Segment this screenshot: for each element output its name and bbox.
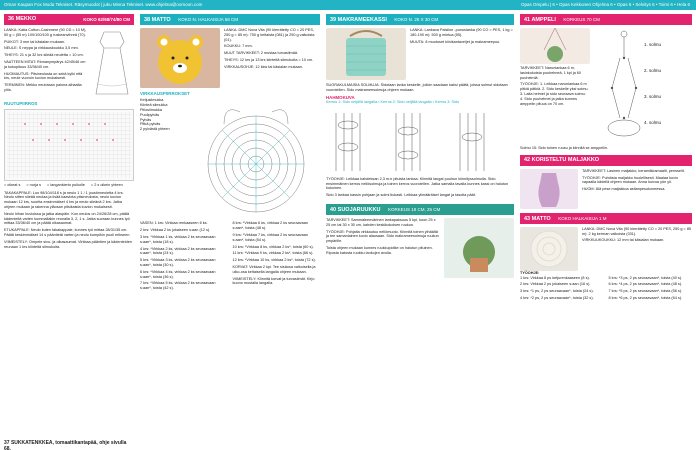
section-40-header [326,204,514,215]
s36-puikot: PUIKOT: 3 mm tai käsialan mukaan. [4,39,65,44]
s38-rows [140,221,320,291]
s36-neule: NEULE: S neppa ja virkkauskoukku 3,5 mm. [4,46,79,51]
legend-item: Ketjusilmukka [140,98,164,103]
top-bar [0,0,696,10]
s36-tiheys: TIHEYS: 21 s ja 32 krs sileää neuletta = 10 cm. [4,53,84,58]
s39-para2: Sido 3 lankaa kassin pohjaan ja solmi tiukasti. Leikkaa ylimääräiset langat ja tasoita päät. [326,193,476,198]
row-instruction: 8 krs: *Virkkaa 6 ks, virkkaa 2 ks seuraavaan s:aan*, toista (48 s). [232,221,308,231]
s42-note: HUOM: Älä pese maljakkoa astianpesukoneessa. [582,187,666,192]
legend-item: = 2 s oikein yhteen [90,182,123,187]
row-instruction: 5 krs: *Virkkaa 3 ks, virkkaa 2 ks seuraavaan s:aan*, toista (30 s). [140,258,216,267]
section-41 [520,14,692,303]
section-42-header [520,155,692,166]
section-41-title: 41 AMPPELI [524,17,556,23]
row-instruction: 8 krs: *6 ps, 2 ps seuraavaan*, toista (64 s). [608,295,683,300]
row-instruction: 2 krs: Virkkaa 2 ps jokaiseen s:aan (16 s). [520,282,591,287]
row-instruction: 7 krs: *Virkkaa 5 ks, virkkaa 2 ks seuraavaan s:aan*, toista (42 s). [140,281,216,291]
section-41-header [520,14,692,25]
section-36-header [4,14,134,25]
row-instruction: 5 krs: *3 ps, 2 ps seuraavaan*, toista (40 s). [608,275,683,280]
legend-item: Kiinteä silmukka [140,103,168,108]
s43-koukku: VIRKKUUKOUKKU: 12 mm tai käsialan mukaan. [582,238,665,243]
s38-kaavio-title: VIRKKAUSPIIRROKSET [140,91,190,96]
dress-sketch [90,28,134,99]
section-42-title: 42 KORISTELTU MALJAKKO [524,156,600,163]
s39-muuta: MUUTA: 8 muotoset kiinikantaveljet ja makrameepuu. [410,39,501,44]
macrame-bag-photo [326,28,406,80]
s43-ohje-title: TYÖOHJE: [520,270,540,275]
s36-body2: Neulo hihan kuvioissa ja jatka alaspäin. Kun neulos on 24/26/28 cm, päätä kädenteitä varten kummallakin reunalla 3, 2, 1 s. Jatka suoraan kunnes työ mittaa 33/36/40 cm ja päätä olkasaumat. [4,211,130,226]
legend-item: Piilosilmukka [140,108,162,112]
section-38-title: 38 MATTO [144,17,171,23]
row-instruction: 3 krs: *Virkkaa 1 ks, virkkaa 2 ks seuraavaan s:aan*, toista (18 s). [140,235,216,244]
s38-viimeistely: VIIMEISTELY: Kiinnitä korvat ja turvasilmät. Kirjo kuono mustalla langalla. [232,276,315,286]
section-39-header [326,14,514,25]
section-40-title: 40 SUOJARUUKKU [330,206,381,213]
legend-item: Puolipylväs [140,112,160,117]
section-36-badge: KOKO 62/68/74/80 CM [83,17,130,22]
s40-lanka: TARVIKKEET: Sammaleenvärinen lankapaksuus 5 kpl, koon 25 x 25 cm tai 30 x 30 cm, kahden keskikokoisen ruukun. [326,217,436,227]
s40-para2: Toista ohjeen mukaan kunnes ruukkupidike on halutun pituinen. Ripusta katosta ruukku lankojen avulla. [326,245,433,255]
row-instruction: 2 krs: Virkkaa 2 ks jokaiseen s:aan (12 s). [140,228,211,233]
row-instruction: 6 krs: *Virkkaa 4 ks, virkkaa 2 ks seuraavaan s:aan*, toista (36 s). [140,269,216,279]
vase-photo [520,169,578,209]
s39-tyoohje: TYÖOHJE: Leikkaa kahdeksan 2,3 m:n pituista lankaa. Kiinnitä langat puuhun kiinnityssolmulla. Sido ensimmäinen kerros neliösolmuja ja toinen kerros vuorotellen. Jatka samalla tavalla kunnes kassi on halutun kokoinen. [326,176,509,191]
s36-terminen: TERMINEN: Mekko neulotaan palona alhaalta ylös. [4,83,82,92]
s41-tarv: TARVIKKEET: Narunlankaa 6 m, lasinkokoista puuhelmeä, 1 kpl ja 60 puuhelmiä. [520,66,581,80]
s39-hahmo-steps: Kerros 1: Sido neljällä langalla • Kerros 2: Sido neljällä langalla • Kerros 3: Sido [326,100,460,104]
legend-item: = nurja s [26,182,42,187]
knot-label: 4. solmu [644,120,662,125]
s42-ohje: TYÖOHJE: Puhdista maljakko huolellisesti. Maalaa kuvio vapaalla kädellä ohjeen mukaan. Anna kuivua yön yli. [582,175,679,185]
row-instruction: 10 krs: *Virkkaa 8 ks, virkkaa 2 ks*, toista (60 s). [232,244,314,249]
row-instruction: 4 krs: *2 ps, 2 ps seuraavaan*, toista (32 s). [520,295,594,300]
section-41-badge: KORKEUS 70 CM [563,17,600,22]
bear-rug-photo [140,28,220,88]
legend-item: Pitkä pylväs [140,122,161,127]
s38-tiheys: TIHEYS: 12 krs ja 13 krs kiinteitä silmukoita = 10 cm. [224,57,314,62]
s36-body3: ETUKAPPALE: Neulo kuten takakappale, kunnes työ mittaa 28/31/35 cm. Päätä keskimmäiset 14 s pääntietä varten ja neulo kumpikin puoli erikseen. [4,228,131,237]
macrame-knot-diagram [326,107,514,177]
hanging-knot-diagram [594,28,692,146]
knot-label: 3. solmu [644,94,662,99]
section-38 [140,14,320,291]
section-43-badge: KOKO HALKAISIJA 1 M [558,215,607,221]
section-36 [4,14,134,251]
row-instruction: 9 krs: *Virkkaa 7 ks, virkkaa 2 ks seuraavaan s:aan*, toista (54 s). [232,233,308,242]
s39-lanka: LANKA: Lankava Paisilne -punoslanka (90 CO = PES, 1 kg = 180-190 m): 500 g mintua (55). [410,28,513,37]
round-rug-photo [520,227,578,271]
section-38-badge: KOKO N. HALKAISIJA 58 CM [178,17,239,22]
section-43-title: 43 MATTO [524,215,551,222]
plant-hanger-photo [444,218,514,278]
s40-tyoohje: TYÖOHJE: Pohjalta virkkautuu neliömuoto. Kiinnitä toinen ylhäältä ja tee samanlainen kuvio alaosaan. Sido makrameesolmuja ruukun ympärille. [326,229,439,244]
row-instruction: 7 krs: *5 ps, 2 ps seuraavaan*, toista (56 s). [608,289,683,294]
crochet-diagram [194,98,318,218]
s38-korvat: KORVAT: Virkkaa 2 kpl. Tee sisäosa valkoisella ja ulko-osa keltaisella langalla ohjeen mukaan. [232,264,316,274]
row-instruction: 6 krs: *4 ps, 2 ps seuraavaan*, toista (48 s). [608,282,683,287]
s39-hahmo-label: HAHMOKUVA [326,94,355,100]
knitting-chart [4,109,134,181]
top-bar-left-text: Oman Kaupan Fox Moda Tekniset. Räsymuodot | juku Minna Tekniset. www.ohjelma@oomoon.com [4,2,203,7]
knot-label: 1. solmu [644,42,662,47]
s38-muut: MUUT TARVIKKEET: 2 mustaa turvasilmää. [224,51,298,56]
row-instruction: 12 krs: *Virkkaa 10 ks, virkkaa 2 ks*, toista (72 s). [232,258,316,263]
legend-item: = oikeat s [4,182,21,187]
section-36-title: 36 MEKKO [8,16,37,22]
s36-vaatteen: VAATTEEN MITAT: Rinnanympärys 42/45/46 cm ja kokopituus 33/36/40 cm. [4,59,86,69]
legend-item: Pylväs [140,117,152,122]
legend-item: = langankierto puikolle [47,182,85,187]
legend-item: 2 pylvästä yhteen [140,127,170,132]
s36-body4: VIIMEISTELY: Ompele sivu- ja olkasaumat. Virkkaa pääntien ja kädenteiden reunaan 1 krs kiinteitä silmukoita. [4,239,132,249]
s43-lanka: LANKA: DMC Nova Vita (90 kierrätetty CO = 20 PES, 250 g = 85 m): 2 kg kerman valkoista (031). [582,226,692,236]
s36-footer: 37 SUKKATENKKEA, tomaattikantapää, ohje sivulla 68. [4,440,127,450]
hanging-basket-photo [520,28,590,64]
s38-lanka: LANKA: DMC Nova Vita (90 kierrätetty CO = 20 PES, 250 g = 85 m): 750 g keltaista (081) ja 250 g valkoista (01). [224,28,315,42]
s41-note: Solmu 15: Sido toinen ruusu ja kiinnitä se amppeliin. [520,146,609,150]
s39-intro: SUORAKULMAISIA SOLMUJA: Sidotaan lanka keskelle, jolloin saadaan kaksi päätä, joissa solmut sidotaan vuorotellen. Sido makrameesolmuja ohjeen mukaan. [326,83,508,92]
chart-legend [4,183,134,188]
row-instruction: VASEN: 1 krs: Virkkaa renkaaseen 6 ks. [140,221,208,226]
section-39-title: 39 MAKRAMEEKASSI [330,17,387,23]
section-43-header [520,213,692,224]
row-instruction: 1 krs: Virkkaa 8 ps ketjurenkaaseen (8 s). [520,275,590,280]
section-40-badge: KORKEUS 18 CM, 25 CM [387,206,441,212]
row-instruction: 11 krs: *Virkkaa 9 ks, virkkaa 2 ks*, toista (66 s). [232,251,314,256]
s36-body1: TAKAKAPPALE: Luo 98/104/118 s ja neulo 1 1 / 1 joustinneuletta 4 krs. Neulo sitten sileää neulaa ja lisää kaaviota pitsineulosta, neulo kuvion mukaan 12 krs, suorita ensimmäiset 4 krs ja neulo sileänä 2 krs. Jatka ohjeen mukaan ja rakenna yläosan pitsikaista kuvion mukaisesti. [4,190,124,209]
s38-legend [140,98,190,218]
s42-tarv: TARVIKKEET: Lasinen maljakko, keramiikkamaalit, pensselit. [582,168,685,173]
row-instruction: 3 krs: *1 ps, 2 ps seuraavaan*, toista (24 s). [520,289,594,294]
top-bar-right-text: Opas Ompelu | 6 • Opas Kekkonen Ohjelma 6 • Opas 6 • Selvitys 6 • Toimi 6 • Hela 6 [520,2,690,7]
section-38-header [140,14,320,25]
s38-koukku: KOUKKU: 7 mm. [224,44,253,49]
s38-virk: VIRKKAUSOHJE: 12 kkw tai käsialan mukaan. [224,64,303,69]
section-39-badge: KOKO N. 25 X 30 CM [394,17,439,22]
s36-kaavio-label: RUUTUPIIRROS [4,101,38,107]
s36-huom: HUOMAUTUS: Pitsineulosta on sekä kylki että krs, neule vuoroin kuvion mukaisesti. [4,71,83,81]
s36-lanka: LANKA: Katia Cotton-Cashmere (90 CD = 10 M), 50 g = (55 m) 100/100/100 g ruskeanvihreä (70). [4,28,87,37]
row-instruction: 4 krs: *Virkkaa 2 ks, virkkaa 2 ks seuraavaan s:aan*, toista (24 s). [140,246,216,256]
s43-rows [520,276,692,303]
knot-label: 2. solmu [644,68,662,73]
section-39 [326,14,514,278]
s41-ohje: TYÖOHJE: 1. Leikkaa narunlankaa 6 m pitkiä pätkiä. 2. Sido keskelle yksi solmu. 3. Laita helmet ja sido seuraava solmu. 4. Sido puuhelmet ja jatka kunnes amppelin pituus on 70 cm. [520,82,589,106]
